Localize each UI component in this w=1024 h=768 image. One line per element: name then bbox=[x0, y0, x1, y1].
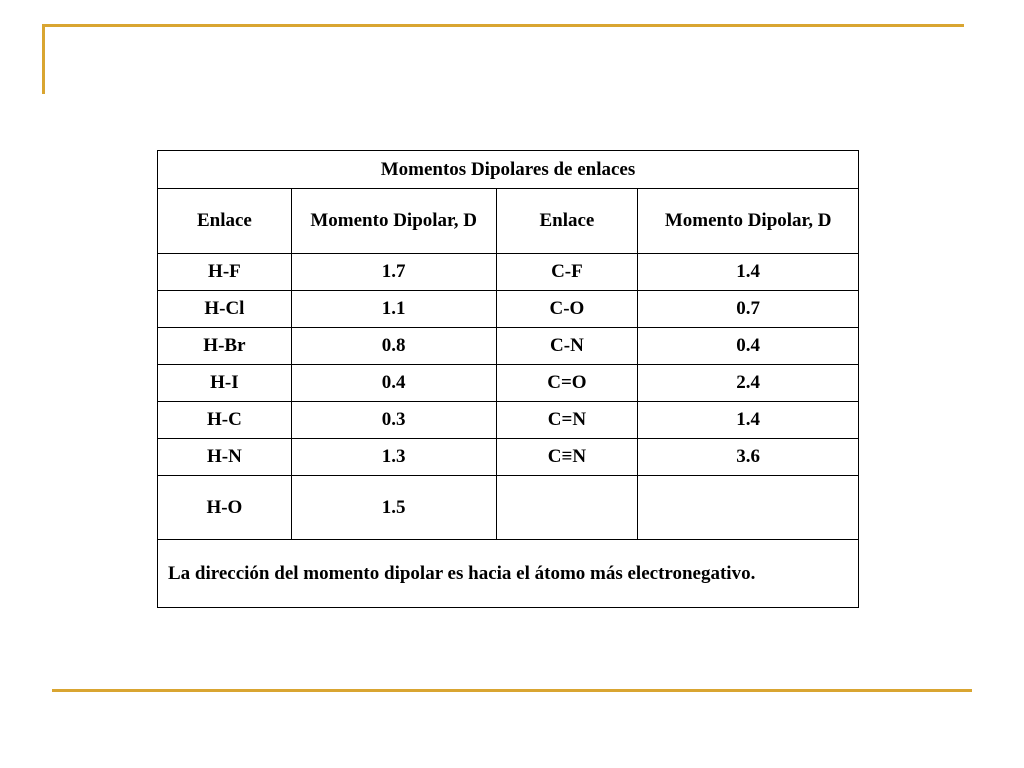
table-cell: H-Cl bbox=[158, 291, 292, 328]
decorative-bottom-line bbox=[52, 689, 972, 692]
table-row bbox=[158, 476, 859, 540]
column-header-dipole-right: Momento Dipolar, D bbox=[638, 189, 859, 254]
table-cell: C≡N bbox=[496, 439, 638, 476]
table-cell: 1.1 bbox=[291, 291, 496, 328]
table-row bbox=[158, 328, 859, 365]
decorative-left-line bbox=[42, 24, 45, 94]
table-cell: C-N bbox=[496, 328, 638, 365]
table-row bbox=[158, 439, 859, 476]
table-cell: 1.7 bbox=[291, 254, 496, 291]
table-row bbox=[158, 402, 859, 439]
table-row bbox=[158, 291, 859, 328]
table-cell: 0.8 bbox=[291, 328, 496, 365]
table-title: Momentos Dipolares de enlaces bbox=[158, 151, 859, 189]
table-row bbox=[158, 254, 859, 291]
table-title-row bbox=[158, 151, 859, 189]
table-cell: 0.4 bbox=[638, 328, 859, 365]
table-cell: 0.4 bbox=[291, 365, 496, 402]
table-cell-empty bbox=[638, 476, 859, 540]
table-note-row bbox=[158, 540, 859, 608]
table-cell: H-O bbox=[158, 476, 292, 540]
table-note: La dirección del momento dipolar es hacia el átomo más electronegativo. bbox=[158, 540, 859, 608]
table-cell: 3.6 bbox=[638, 439, 859, 476]
decorative-top-line bbox=[42, 24, 964, 27]
column-header-bond-right: Enlace bbox=[496, 189, 638, 254]
table-cell: 0.7 bbox=[638, 291, 859, 328]
table-cell: C=O bbox=[496, 365, 638, 402]
table-cell: 1.4 bbox=[638, 254, 859, 291]
table-cell: 2.4 bbox=[638, 365, 859, 402]
table-cell: H-C bbox=[158, 402, 292, 439]
table-cell: C=N bbox=[496, 402, 638, 439]
table-cell: H-Br bbox=[158, 328, 292, 365]
table-row bbox=[158, 365, 859, 402]
column-header-dipole-left: Momento Dipolar, D bbox=[291, 189, 496, 254]
table-cell: H-F bbox=[158, 254, 292, 291]
table-cell: 0.3 bbox=[291, 402, 496, 439]
table-cell: H-N bbox=[158, 439, 292, 476]
table-cell: 1.5 bbox=[291, 476, 496, 540]
table-cell: C-F bbox=[496, 254, 638, 291]
table-cell: C-O bbox=[496, 291, 638, 328]
column-header-bond-left: Enlace bbox=[158, 189, 292, 254]
dipole-moments-table bbox=[157, 150, 859, 608]
table-cell-empty bbox=[496, 476, 638, 540]
table-cell: H-I bbox=[158, 365, 292, 402]
table-cell: 1.4 bbox=[638, 402, 859, 439]
table-header-row bbox=[158, 189, 859, 254]
table-cell: 1.3 bbox=[291, 439, 496, 476]
